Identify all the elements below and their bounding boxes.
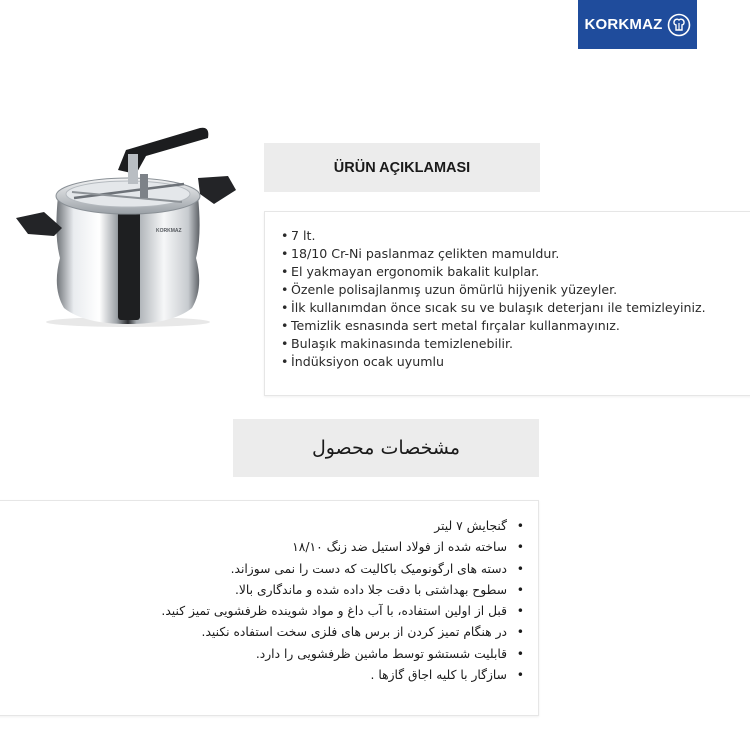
chef-hat-logo-icon (667, 13, 691, 37)
feature-item: • سازگار با کلیه اجاق گازها . (161, 665, 524, 686)
feature-item: • Özenle polisajlanmış uzun ömürlü hijyenik yüzeyler. (281, 281, 706, 299)
persian-description-box (0, 500, 539, 716)
feature-item: • Temizlik esnasında sert metal fırçalar kullanmayınız. (281, 317, 706, 335)
feature-item: • 18/10 Cr-Ni paslanmaz çelikten mamuldur. (281, 245, 706, 263)
feature-item: • قابلیت شستشو توسط ماشین ظرفشویی را دارد. (161, 644, 524, 665)
turkish-feature-list (281, 227, 706, 371)
feature-item: • ساخته شده از فولاد استیل ضد زنگ ۱۸/۱۰ (161, 537, 524, 558)
persian-feature-list (161, 516, 524, 686)
feature-item: • İlk kullanımdan önce sıcak su ve bulaşık deterjanı ile temizleyiniz. (281, 299, 706, 317)
feature-item: • در هنگام تمیز کردن از برس های فلزی سخت استفاده نکنید. (161, 622, 524, 643)
feature-item: • سطوح بهداشتی با دقت جلا داده شده و ماندگاری بالا. (161, 580, 524, 601)
feature-item: • Bulaşık makinasında temizlenebilir. (281, 335, 706, 353)
feature-item: • İndüksiyon ocak uyumlu (281, 353, 706, 371)
feature-item: • قبل از اولین استفاده، با آب داغ و مواد شوینده ظرفشویی تمیز کنید. (161, 601, 524, 622)
brand-logo (578, 0, 697, 49)
feature-item: • El yakmayan ergonomik bakalit kulplar. (281, 263, 706, 281)
persian-section-title: مشخصات محصول (233, 419, 539, 477)
pressure-cooker-image (14, 118, 242, 328)
feature-item: • دسته های ارگونومیک باکالیت که دست را نمی سوزاند. (161, 559, 524, 580)
turkish-description-box (264, 211, 750, 396)
feature-item: • 7 lt. (281, 227, 706, 245)
feature-item: • گنجایش ۷ لیتر (161, 516, 524, 537)
brand-name: KORKMAZ (584, 16, 663, 33)
product-engraving: KORKMAZ (156, 228, 182, 234)
turkish-section-title: ÜRÜN AÇIKLAMASI (264, 143, 540, 192)
